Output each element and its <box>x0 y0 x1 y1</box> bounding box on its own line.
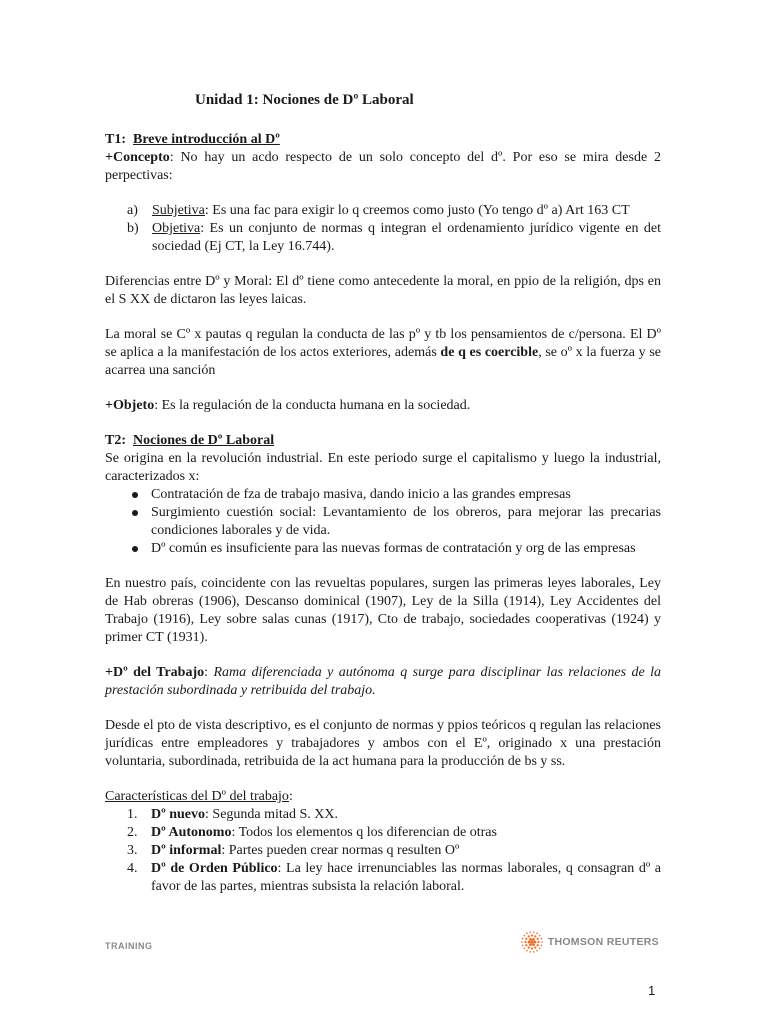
logo-dot <box>521 941 523 943</box>
list-item: a) Subjetiva: Es una fac para exigir lo q creemos como justo (Yo tengo dº a) Art 163 CT <box>127 203 630 218</box>
logo-dot <box>534 935 536 937</box>
logo-dot <box>529 931 531 933</box>
document-page <box>105 90 661 896</box>
list-item: 2. Dº Autonomo: Todos los elementos q los diferencian de otras <box>127 825 497 840</box>
section-number: T2: <box>105 433 126 448</box>
logo-dot <box>540 945 542 947</box>
brand-name: THOMSON REUTERS <box>547 936 659 948</box>
paragraph-origen: Se origina en la revolución industrial. En este periodo surge el capitalismo y luego la industrial, caracterizados x: <box>105 451 661 484</box>
logo-dot <box>536 938 538 940</box>
logo-dot <box>533 951 535 953</box>
logo-dot <box>536 944 538 946</box>
section-title: Breve introducción al Dº <box>133 132 280 147</box>
logo-dot <box>533 931 535 933</box>
caracteristicas-list <box>105 806 661 896</box>
logo-dot <box>529 951 531 953</box>
logo-dot <box>530 940 533 943</box>
logo-dot <box>529 943 532 946</box>
term-label: +Dº del Trabajo <box>105 665 205 680</box>
paragraph-descriptivo: Desde el pto de vista descriptivo, es el conjunto de normas y ppios teóricos q regulan las relaciones jurídicas entre empleadores y trabajadores y ambos con el Eº, originado x una prestación voluntaria, subordinada, retribuida de la act humana para la producción de bs y ss. <box>105 718 661 769</box>
paragraph-moral: La moral se Cº x pautas q regulan la conducta de las pº y tb los pensamientos de c/persona. El Dº se aplica a la manifestación de los actos exteriores, además de q es coercible, se oº x la fuerza y se acarrea una sanción <box>105 327 661 378</box>
list-item: Dº común es insuficiente para las nuevas formas de contratación y org de las empresas <box>151 540 661 558</box>
logo-dot <box>523 935 525 937</box>
logo-dot <box>536 950 538 952</box>
page-title: Unidad 1: Nociones de Dº Laboral <box>195 92 414 108</box>
logo-dot <box>526 933 528 935</box>
logo-dot <box>531 934 533 936</box>
list-item: Surgimiento cuestión social: Levantamiento de los obreros, para mejorar las precarias condiciones laborales y de vida. <box>151 505 661 538</box>
logo-dot <box>524 941 526 943</box>
perspectivas-list <box>105 202 661 256</box>
logo-dot <box>541 941 543 943</box>
logo-dot <box>533 941 536 944</box>
logo-dot <box>527 941 530 944</box>
page-footer <box>105 930 661 954</box>
paragraph-objeto: +Objeto: Es la regulación de la conducta humana en la sociedad. <box>105 398 471 413</box>
logo-dot <box>537 941 539 943</box>
logo-dot <box>529 938 532 941</box>
paragraph-concepto: +Concepto: No hay un acdo respecto de un solo concepto del dº. Por eso se mira desde 2 perpectivas: <box>105 150 661 183</box>
section-number: T1: <box>105 132 126 147</box>
logo-dot <box>532 938 535 941</box>
page-number: 1 <box>648 983 656 998</box>
logo-dot <box>525 944 527 946</box>
thomson-reuters-dots-logo-icon <box>520 930 544 954</box>
section-heading-t1 <box>105 131 661 149</box>
logo-dot <box>527 947 529 949</box>
logo-dot <box>531 947 533 949</box>
logo-dot <box>540 938 542 940</box>
logo-dot <box>536 933 538 935</box>
logo-dot <box>539 935 541 937</box>
training-label: TRAINING <box>105 941 153 951</box>
section-heading-t2 <box>105 432 661 450</box>
logo-dot <box>526 950 528 952</box>
paragraph-pais: En nuestro país, coincidente con las revueltas populares, surgen las primeras leyes laborales, Ley de Hab obreras (1906), Descanso dominical (1907), Ley de la Silla (1914), Ley Accidentes del Trabajo (1916), Ley sobre salas cunas (1917), Cto de trabajo, sociedades cooperativas (1924) y primer CT (1931). <box>105 576 661 645</box>
logo-dot <box>527 935 529 937</box>
paragraph-diferencias: Diferencias entre Dº y Moral: El dº tiene como antecedente la moral, en ppio de la religión, dps en el S XX de dictaron las leyes laicas. <box>105 274 661 307</box>
caracteristicas-bullets <box>105 486 661 558</box>
caracteristicas-heading: Características del Dº del trabajo: <box>105 789 293 804</box>
paragraph-dtrabajo: +Dº del Trabajo: Rama diferenciada y autónoma q surge para disciplinar las relaciones de la prestación subordinada y retribuida del trabajo. <box>105 665 662 698</box>
logo-dot <box>539 948 541 950</box>
logo-dot <box>523 948 525 950</box>
brand-logo <box>520 930 659 954</box>
logo-dot <box>522 938 524 940</box>
logo-dot <box>532 943 535 946</box>
logo-dot <box>525 938 527 940</box>
list-item: 1. Dº nuevo: Segunda mitad S. XX. <box>127 807 339 822</box>
logo-dot <box>522 945 524 947</box>
section-title: Nociones de Dº Laboral <box>133 433 275 448</box>
list-item: Contratación de fza de trabajo masiva, dando inicio a las grandes empresas <box>151 486 661 504</box>
term-label: +Concepto <box>105 150 170 165</box>
logo-dot <box>534 947 536 949</box>
list-item: 4. Dº de Orden Público: La ley hace irrenunciables las normas laborales, q consagran dº a favor de las partes, mientras subsista la relación laboral. <box>127 861 661 894</box>
list-item: 3. Dº informal: Partes pueden crear normas q resulten Oº <box>127 843 460 858</box>
list-item: b) Objetiva: Es un conjunto de normas q integran el ordenamiento jurídico vigente en det sociedad (Ej CT, la Ley 16.744). <box>127 221 661 254</box>
